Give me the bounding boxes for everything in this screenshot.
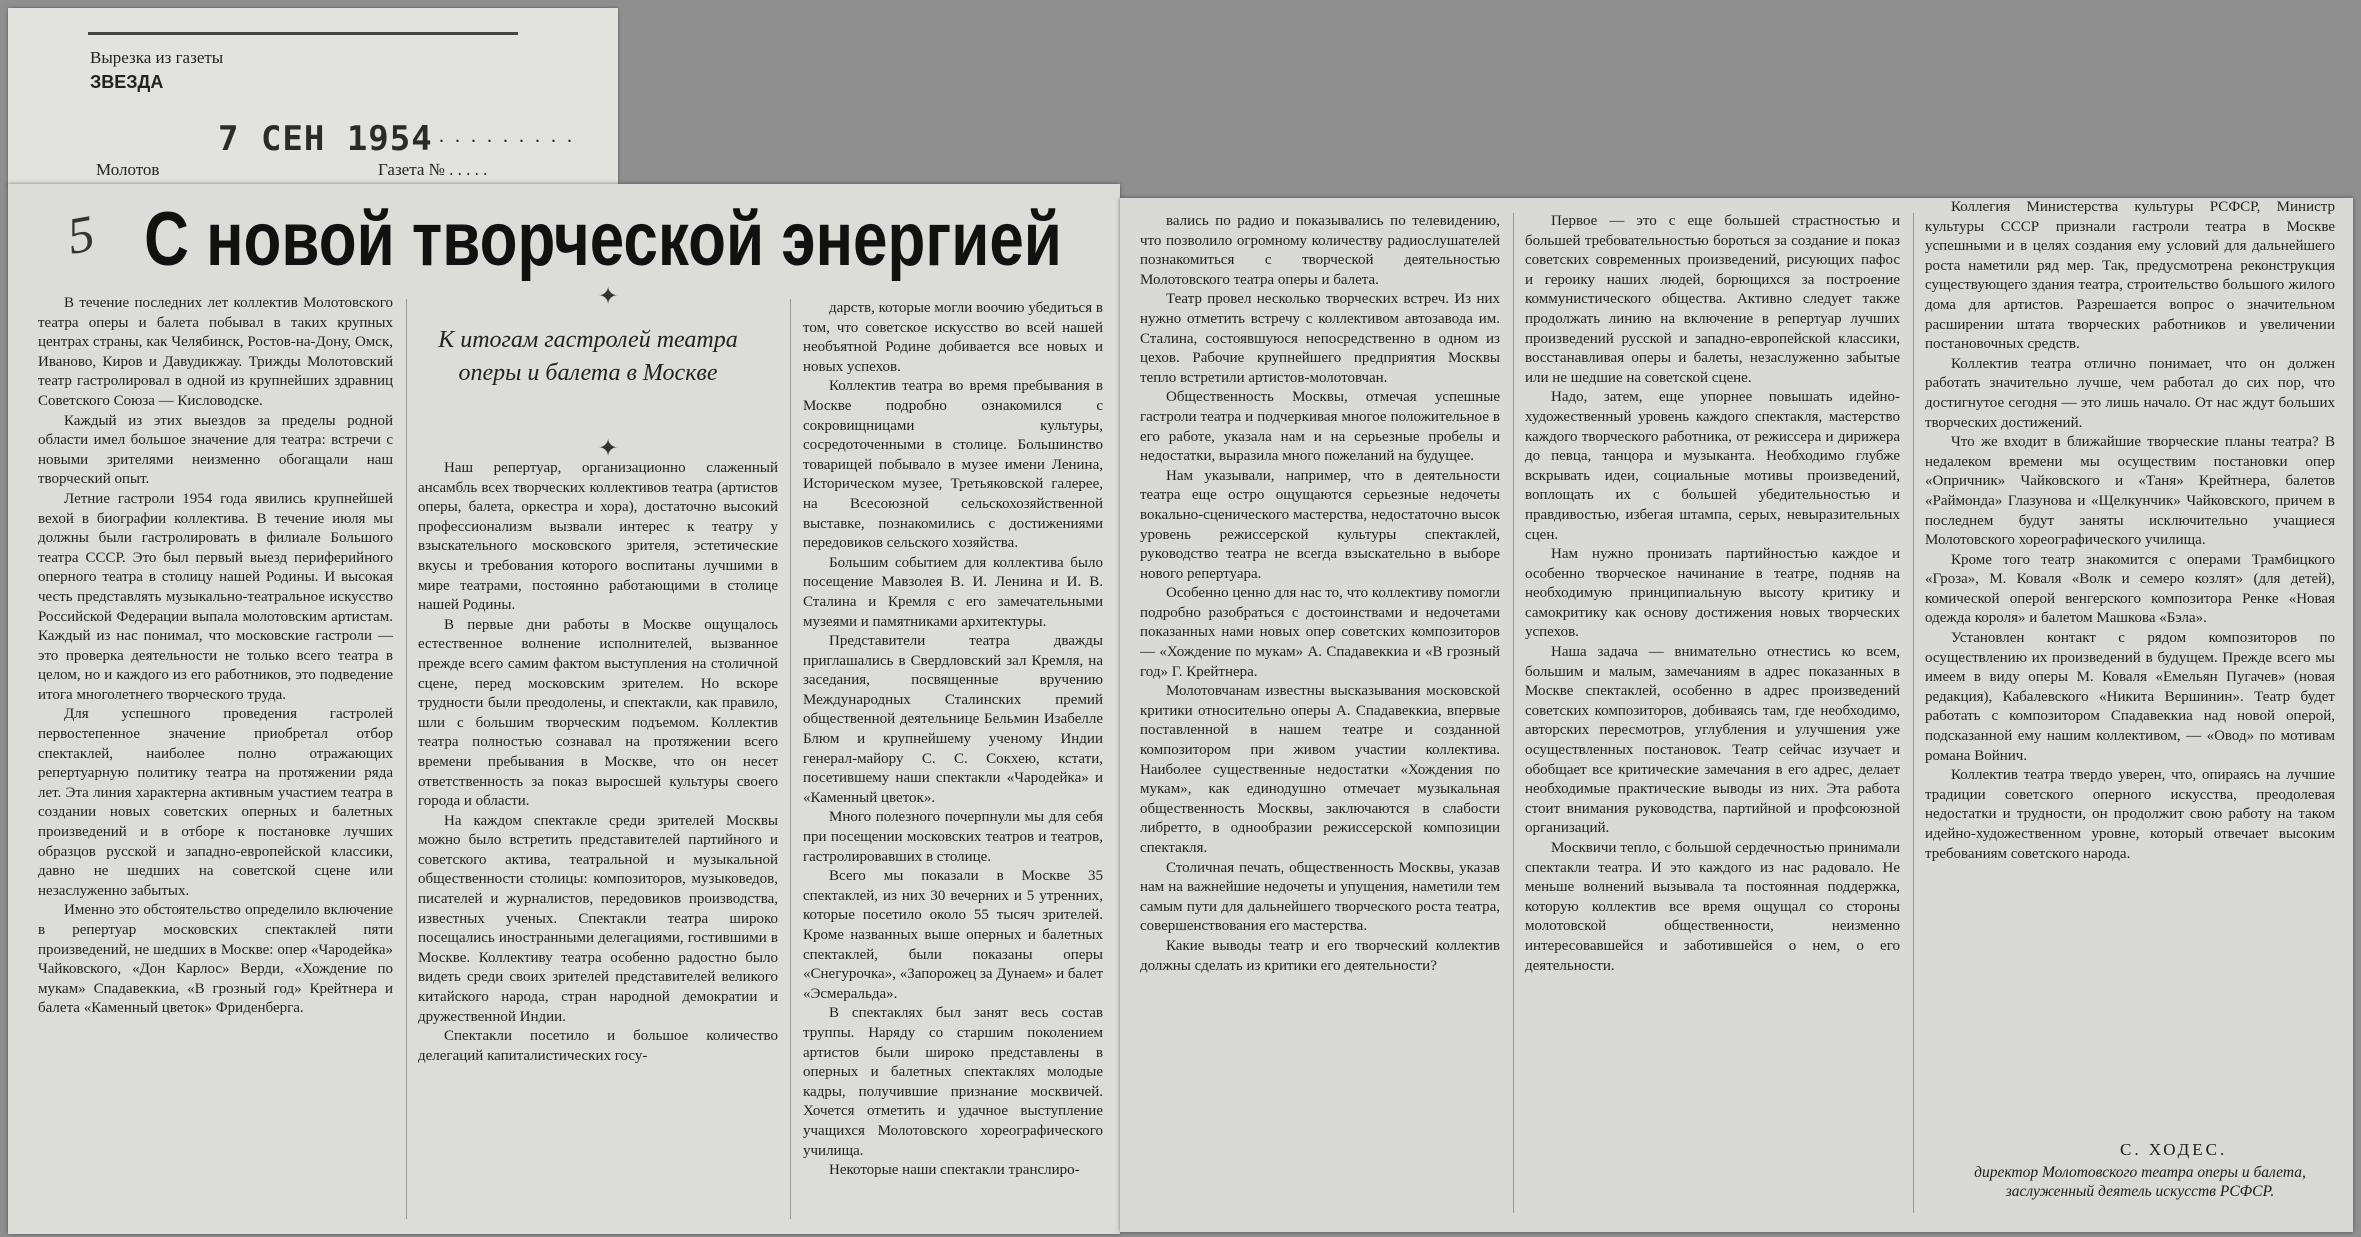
ornament-bottom: ✦ [598, 436, 619, 462]
article-paragraph: дарств, которые могли воочию убедиться в том, что советское искусство во всей нашей необъятной Родине добивается все новых и новых успехов. [803, 300, 1103, 375]
article-paragraph: Каждый из этих выездов за пределы родной области имел большое значение для театра: встречи с новыми зрителями неизменно обогащали наш творческий опыт. [38, 412, 393, 488]
article-paragraph: Спектакли посетило и большое количество делегаций капиталистических госу- [418, 1028, 778, 1064]
article-paragraph: Представители театра дважды приглашались в Свердловский зал Кремля, на заседания, посвященные вручению Международных Сталинских премий общественной деятельнице Бельмин Изабелле Блюм и крупнейшему ученому Индии генерал-майору С. С. Сокхею, кстати, посетившему наши спектакли «Чародейка» и «Каменный цветок». [803, 633, 1103, 806]
article-paragraph: Какие выводы театр и его творческий коллектив должны сделать из критики его деятельности? [1140, 937, 1500, 974]
article-paragraph: Именно это обстоятельство определило включение в репертуар московских спектаклей пяти произведений, не шедших в Москве: опер «Чародейка» Чайковского, «Дон Карлос» Верди, «Хождение по мукам» Спадавеккиа, «В грозный год» Крейтнера и балета «Каменный цветок» Фриденберга. [38, 902, 393, 1017]
article-paragraph: Некоторые наши спектакли транслиро- [829, 1162, 1080, 1179]
article-paragraph: На каждом спектакле среди зрителей Москвы можно было встретить представителей партийного и советского актива, театральной и музыкальной общественности столицы: композиторов, музыковедов, писателей и журналистов, передовиков производства, известных ученых. Спектакли театра широко посещались иностранными делегациями, гостившими в Москве. Коллективу театра особенно радостно было видеть среди своих зрителей представителей великого китайского народа, стран народной демократии и дружественной Индии. [418, 812, 778, 1025]
article-paragraph: Столичная печать, общественность Москвы, указав нам на важнейшие недочеты и упущения, наметили тем самым пути для дальнейшего творческого роста театра, совершенствования его мастерства. [1140, 859, 1500, 935]
article-paragraph: Коллектив театра отлично понимает, что он должен работать значительно лучше, чем работал до сих пор, что достигнутое сегодня — это лишь начало. От нас ждут больших творческих достижений. [1925, 355, 2335, 431]
article-paragraph: Наш репертуар, организационно слаженный ансамбль всех творческих коллективов театра (артистов оперы, балета, оркестра и хора), достаточно высокий профессионализм вызвали интерес к театру у взыскательного московского зрителя, эстетические вкусы и требования которого воспитаны лучшими в мире театрами, постоянно работающими в столице нашей Родины. [418, 460, 778, 614]
article-column-2 [418, 459, 778, 1229]
column-divider [790, 299, 791, 1219]
clipping-left-part [8, 184, 1120, 1234]
article-paragraph: Много полезного почерпнули мы для себя при посещении московских театров и театров, гастролировавших в столице. [803, 809, 1103, 865]
article-paragraph: Нам нужно пронизать партийностью каждое и особенно творческое начинание в театре, подняв на необходимую принципиальную высоту критику и самокритику как основу достижения новых творческих успехов. [1525, 546, 1900, 641]
article-column-6 [1925, 198, 2335, 1130]
ornament-top: ✦ [598, 284, 619, 310]
article-paragraph: Кроме того театр знакомится с операми Трамбицкого «Гроза», М. Коваля «Волк и семеро козлят» (для детей), комической оперой венгерского композитора Ренке «Новая одежда короля» и балетом Машкова «Бэла». [1925, 551, 2335, 627]
date-stamp-dots: . . . . . . . . . . [423, 125, 575, 147]
article-paragraph: Для успешного проведения гастролей первостепенное значение приобретал отбор спектаклей, наиболее полно отражающих репертуарную политику театра на протяжении ряда лет. Эта линия характерна активным участием театра в создании новых советских оперных и балетных произведений и в отборе к постановке лучших образцов русской и западно-европейской классики, давно не шедших на советской сцене или незаслуженно забытых. [38, 706, 393, 899]
article-paragraph: Установлен контакт с рядом композиторов по осуществлению их произведений в будущем. Прежде всего мы имеем в виду оперы М. Коваля «Емельян Пугачев» (новая редакция), Кабалевского «Никита Вершинин». Театр будет работать с композитором Спадавеккиа над новой оперой, подсказанной ему нашим коллективом, — «Овод» по мотивам романа Войнич. [1925, 630, 2335, 764]
article-column-1 [38, 294, 393, 1229]
article-paragraph: В первые дни работы в Москве ощущалось естественное волнение исполнителей, вызванное прежде всего самим фактом выступления на столичной сцене, перед московским зрителем. Но вскоре трудности были преодолены, и спектакли, как правило, шли с большим творческим подъемом. Коллектив театра полностью сознавал на протяжении всего времени пребывания в Москве, что он несет ответственность за показ выросшей культуры своего города и области. [418, 616, 778, 810]
clipping-right-part [1120, 198, 2353, 1232]
newspaper-name: ЗВЕЗДА [90, 72, 164, 92]
article-column-4 [1140, 212, 1500, 1224]
article-paragraph: Наша задача — внимательно отнестись ко всем, большим и малым, замечаниям в адрес показанных в Москве спектаклей, особенно в адрес произведений советских композиторов, добиваясь там, где необходимо, авторских пересмотров, углубления и улучшения уже осуществленных постановок. Театр сейчас изучает и обобщает все критические замечания в его адрес, делает необходимые практические выводы из них. Эта работа стоит внимания руководства, партийной и профсоюзной организаций. [1525, 644, 1900, 837]
signature-title: директор Молотовского театра оперы и балета, заслуженный деятель искусств РСФСР. [1974, 1164, 2306, 1200]
column-divider [406, 299, 407, 1219]
article-paragraph: Нам указывали, например, что в деятельности театра еще остро ощущаются серьезные недочеты вокально-сценического мастерства, недостаточно высок уровень режиссерской культуры спектаклей, руководство театра не всегда взыскательно в выборе нового репертуара. [1140, 467, 1500, 582]
article-paragraph: Общественность Москвы, отмечая успешные гастроли театра и подчеркивая многое положительное в его работе, указала нам и на серьезные пробелы и недостатки, выразила много пожеланий на будущее. [1140, 389, 1500, 465]
handwritten-mark: 5 [63, 205, 99, 266]
article-paragraph: Молотовчанам известны высказывания московской критики относительно оперы А. Спадавеккиа, впервые поставленной в нашем театре и созданной композитором при живом участии коллектива. Наиболее существенные недостатки «Хождения по мукам», как единодушно отмечает музыкальная общественность Москвы, заключаются в слабости либретто, в однообразии режиссерской композиции спектакля. [1140, 683, 1500, 856]
article-paragraph: Коллектив театра твердо уверен, что, опираясь на лучшие традиции советского оперного искусства, преодолевая недостатки и трудности, он продолжит свою работу на таком идейно-художественном уровне, который отвечает высоким требованиям советского народа. [1925, 767, 2335, 862]
article-paragraph: Что же входит в ближайшие творческие планы театра? В недалеком времени мы осуществим постановки опер «Опричник» Чайковского и «Таня» Крейтнера, балетов «Раймонда» Глазунова и «Щелкунчик» Чайковского, причем в последнем будут заняты исключительно учащиеся Молотовского хореографического училища. [1925, 434, 2335, 549]
article-paragraph: Коллегия Министерства культуры РСФСР, Министр культуры СССР признали гастроли театра в Москве успешными и в целях создания ему условий для дальнейшего роста наметили ряд мер. Так, предусмотрена реконструкция существующего здания театра, строительство большого жилого дома для артистов. Разрешается вопрос о значительном расширении штата творческих работников и увеличении постановочных средств. [1925, 199, 2335, 353]
article-paragraph: В спектаклях был занят весь состав труппы. Наряду со старшим поколением артистов были широко представлены в оперных и балетных спектаклях молодые кадры, получившие признание москвичей. Хочется отметить и удачное выступление учащихся Молотовского хореографического училища. [803, 1005, 1103, 1159]
article-paragraph: вались по радио и показывались по телевидению, что позволило огромному количеству радиослушателей познакомиться с творческой деятельностью Молотовского театра оперы и балета. [1140, 213, 1500, 288]
article-headline: С новой творческой энергией [144, 198, 1062, 283]
article-paragraph: В течение последних лет коллектив Молотовского театра оперы и балета побывал в таких крупных центрах страны, как Челябинск, Ростов-на-Дону, Омск, Иваново, Киров и Давудикжау. Трижды Молотовский театр гастролировал в одной из крупнейших здравниц Советского Союза — Кисловодске. [38, 295, 393, 409]
article-paragraph: Первое — это с еще большей страстностью и большей требовательностью бороться за создание и показ советских современных произведений, рисующих пафос и героику наших людей, борющихся за построение коммунистического общества. Активно следует также продолжать линию на включение в репертуар лучших произведений русской и западно-европейской классики, восстанавливая оперы и балеты, незаслуженно забытые или не шедшие на советской сцене. [1525, 213, 1900, 386]
header-top-rule [88, 32, 518, 35]
article-column-5 [1525, 212, 1900, 1224]
article-paragraph: Москвичи тепло, с большой сердечностью принимали спектакли театра. И это каждого из нас радовало. Не меньше волнений вызывала та постоянная поддержка, которую коллектив все время ощущал со стороны молотовской общественности, неизменно интересовавшейся и заботившейся о нем, о его деятельности. [1525, 840, 1900, 974]
article-paragraph: Всего мы показали в Москве 35 спектаклей, из них 30 вечерних и 5 утренних, которые посетило около 55 тысяч зрителей. Кроме названных выше оперных и балетных спектаклей, были показаны оперы «Снегурочка», «Запорожец за Дунаем» и балет «Эсмеральда». [803, 868, 1103, 1002]
article-subheading: К итогам гастролей театра оперы и балета в Москве [438, 327, 738, 386]
column-divider [1913, 213, 1914, 1213]
article-column-3 [803, 299, 1103, 1229]
clipping-header-label [8, 8, 618, 186]
article-paragraph: Коллектив театра во время пребывания в Москве подробно ознакомился с сокровищницами культуры, сосредоточенными в столице. Большинство товарищей побывало в музее имени Ленина, Историческом музее, Третьяковской галерее, на Всесоюзной сельскохозяйственной выставке, познакомились с достижениями передовиков сельского хозяйства. [803, 378, 1103, 552]
signature-name: С. ХОДЕС. [2120, 1140, 2228, 1159]
article-paragraph: Большим событием для коллектива было посещение Мавзолея В. И. Ленина и И. В. Сталина и Кремля с его замечательными музеями и памятниками архитектуры. [803, 554, 1103, 630]
gazeta-number-label: Газета № . . . . . [378, 160, 488, 179]
article-paragraph: Театр провел несколько творческих встреч. Из них нужно отметить встречу с коллективом автозавода им. Сталина, состоявшуюся непосредственно в одном из цехов. Рабочие крупнейшего предприятия Москвы тепло встретили артистов-молотовчан. [1140, 291, 1500, 386]
article-paragraph: Особенно ценно для нас то, что коллективу помогли подробно разобраться с достоинствами и недочетами показанных нами новых опер советских композиторов — «Хождение по мукам» А. Спадавеккиа и «В грозный год» Г. Крейтнера. [1140, 585, 1500, 680]
date-stamp: 7 СЕН 1954 [218, 119, 433, 159]
column-divider [1513, 213, 1514, 1213]
article-paragraph: Летние гастроли 1954 года явились крупнейшей вехой в биографии коллектива. В течение июля мы должны были гастролировать в филиале Большого театра СССР. Это был первый выезд периферийного оперного театра в столицу нашей Родины. И высокая честь представлять музыкально-театральное искусство Российской Федерации выпала молотовским артистам. Каждый из нас понимал, что московские гастроли — это проверка деятельности не только всего театра в целом, но и каждого из его работников, это подведение итога многолетнего творческого труда. [38, 490, 393, 703]
article-paragraph: Надо, затем, еще упорнее повышать идейно-художественный уровень каждого спектакля, мастерство каждого творческого работника, от режиссера и дирижера до певца, танцора и музыканта. Необходимо глубже вскрывать идеи, социальные мотивы произведений, воплощать их с большей убедительностью и правдивостью, избегая штампа, серых, невыразительных сцен. [1525, 389, 1900, 543]
city-label: Молотов [96, 160, 160, 179]
clip-source-label: Вырезка из газеты [90, 48, 224, 67]
